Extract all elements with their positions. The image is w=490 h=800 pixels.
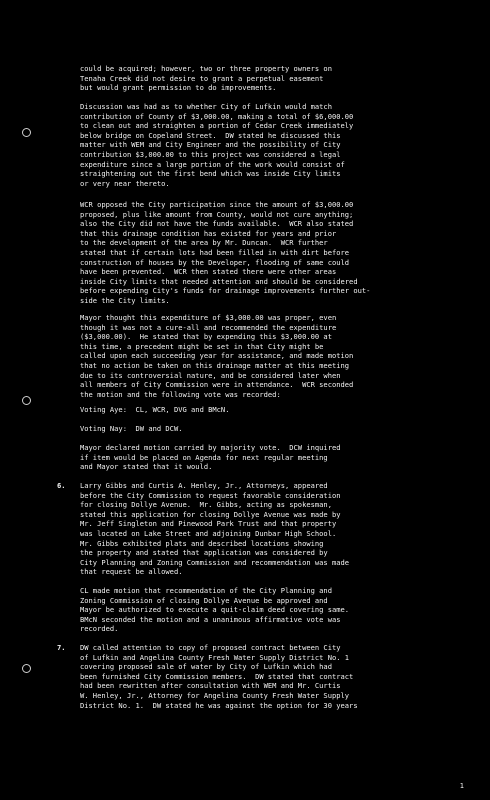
paragraph-3: WCR opposed the City participation since the amount of $3,000.00 proposed, plus like amount from County, would not cure anything; also the City did not have the funds available. WCR also stated that this drainage condition has existed for years and prior to the development of the area by Mr. Duncan. WCR further stated that if certain lots had been filled in with dirt before construction of houses by the Developer, flooding of same could have been prevented. WCR then stated there were other areas inside City limits that needed attention and should be considered before expending City's funds for drainage improvements further out- side the City limits.: [80, 200, 371, 305]
paragraph-7: Mayor declared motion carried by majority vote. DCW inquired if item would be placed on Agenda for next regular meeting and Mayor stated that it would.: [80, 443, 341, 472]
punch-hole: [22, 396, 31, 405]
paragraph-10: DW called attention to copy of proposed contract between City of Lufkin and Angelina County Fresh Water Supply District No. 1 covering proposed sale of water by City of Lufkin which had been furnished City Commission members. DW stated that contract had been rewritten after consultation with WEM and Mr. Curtis W. Henley, Jr., Attorney for Angelina County Fresh Water Supply District No. 1. DW stated he was against the option for 30 years: [80, 643, 358, 710]
punch-hole: [22, 128, 31, 137]
paragraph-9: CL made motion that recommendation of the City Planning and Zoning Commission of closing Dollye Avenue be approved and Mayor be authorized to execute a quit-claim deed covering same. BMcN seconded the motion and a unanimous affirmative vote was recorded.: [80, 586, 350, 634]
voting-nay: Voting Nay: DW and DCW.: [80, 424, 183, 433]
voting-aye: Voting Aye: CL, WCR, DVG and BMcN.: [80, 405, 230, 414]
paragraph-2: Discussion was had as to whether City of Lufkin would match contribution of County of $3,000.00, making a total of $6,000.00 to clean out and straighten a portion of Cedar Creek immediately below bridge on Copeland Street. DW stated he discussed this matter with WEM and City Engineer and the possibility of City contribution $3,000.00 to this project was considered a legal expenditure since a large portion of the work would consist of straightening out the first bend which was inside City limits or very near thereto.: [80, 102, 354, 188]
item-number-7: 7.: [57, 643, 66, 652]
item-number-6: 6.: [57, 481, 66, 490]
page-number: 1: [459, 782, 464, 791]
punch-hole: [22, 664, 31, 673]
paragraph-1: could be acquired; however, two or three property owners on Tenaha Creek did not desire to grant a perpetual easement but would grant permission to do improvements.: [80, 64, 332, 93]
paragraph-4: Mayor thought this expenditure of $3,000.00 was proper, even though it was not a cure-all and recommended the expenditure ($3,000.00). He stated that by expending this $3,000.00 at this time, a precedent might be set in that City might be called upon each succeeding year for assistance, and made motion that no action be taken on this drainage matter at this meeting due to its controversial nature, and be considered later when all members of City Commission were in attendance. WCR seconded the motion and the following vote was recorded:: [80, 313, 354, 399]
paragraph-8: Larry Gibbs and Curtis A. Henley, Jr., Attorneys, appeared before the City Commission to request favorable consideration for closing Dollye Avenue. Mr. Gibbs, acting as spokesman, stated this application for closing Dollye Avenue was made by Mr. Jeff Singleton and Pinewood Park Trust and that property was located on Lake Street and adjoining Dunbar High School. Mr. Gibbs exhibited plats and described locations showing the property and stated that application was considered by City Planning and Zoning Commission and recommendation was made that request be allowed.: [80, 481, 350, 577]
